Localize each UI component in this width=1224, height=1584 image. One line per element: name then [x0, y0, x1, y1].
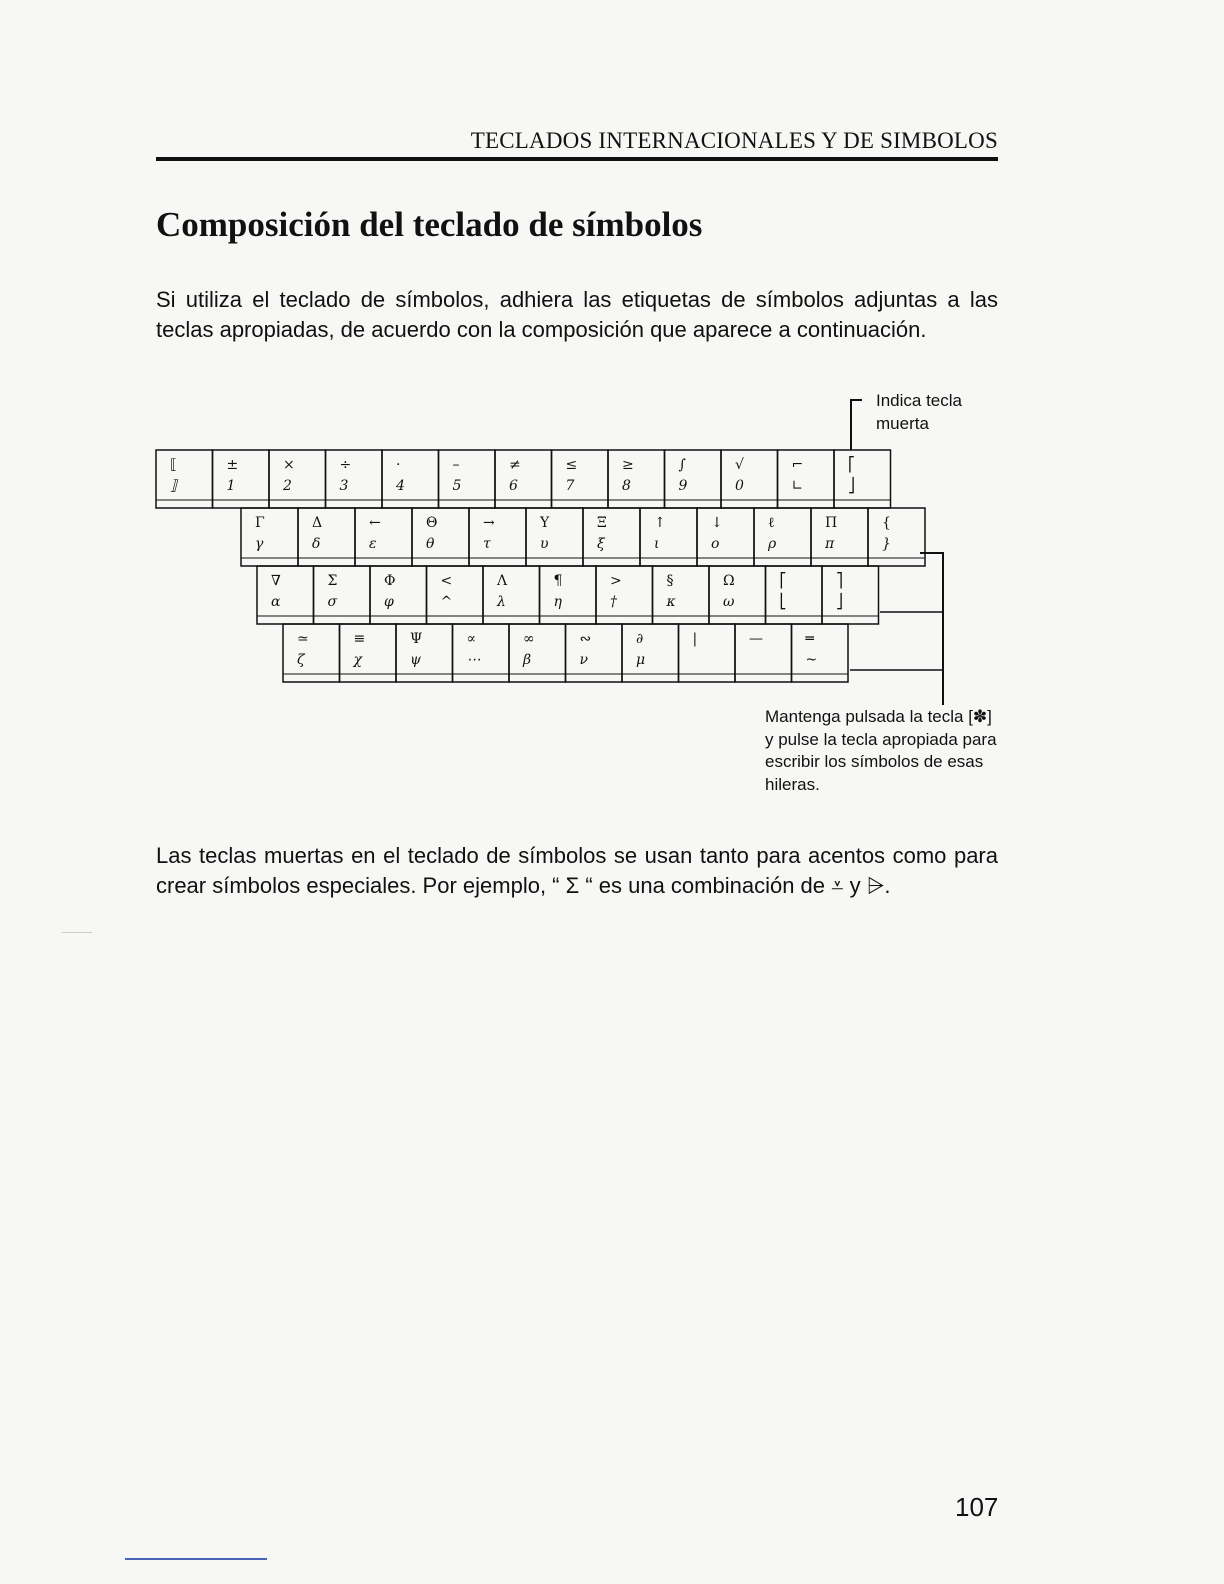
key-upper-symbol: ≡	[353, 631, 366, 647]
keyboard-key	[257, 566, 314, 624]
key-lower-symbol: ^	[440, 594, 453, 610]
key-upper-symbol: Γ	[255, 515, 265, 531]
key-upper-symbol: Δ	[312, 515, 323, 531]
key-upper-symbol: Π	[825, 515, 838, 531]
bottom-rule	[125, 1558, 267, 1560]
key-lower-symbol: μ	[636, 652, 646, 668]
key-lower-symbol: 2	[283, 478, 292, 494]
key-lower-symbol: 0	[735, 478, 744, 494]
key-lower-symbol: 6	[509, 478, 518, 494]
key-upper-symbol: Ψ	[410, 631, 423, 647]
key-upper-symbol: >	[610, 573, 622, 589]
keyboard-key	[754, 508, 811, 566]
keyboard-key	[326, 450, 383, 508]
keyboard-key	[298, 508, 355, 566]
key-lower-symbol: 4	[396, 478, 405, 494]
keyboard-key	[721, 450, 778, 508]
key-lower-symbol: ⎦	[848, 478, 855, 494]
key-upper-symbol: ¶	[553, 573, 563, 589]
key-lower-symbol: ψ	[410, 652, 421, 668]
key-upper-symbol: –	[452, 457, 460, 473]
key-upper-symbol: ⌐	[791, 457, 804, 473]
key-upper-symbol: Φ	[384, 573, 396, 589]
keyboard-key	[526, 508, 583, 566]
key-lower-symbol: ξ	[597, 536, 605, 552]
key-lower-symbol: 5	[452, 478, 462, 494]
key-upper-symbol: ≃	[297, 631, 309, 647]
key-upper-symbol: ⎡	[779, 573, 787, 589]
key-lower-symbol: 9	[678, 478, 688, 494]
key-upper-symbol: ∇	[271, 573, 281, 589]
key-lower-symbol: ζ	[297, 652, 305, 668]
key-upper-symbol: ∂	[636, 631, 644, 647]
key-upper-symbol: ±	[226, 457, 239, 473]
key-lower-symbol: 3	[339, 478, 349, 494]
key-upper-symbol: |	[692, 631, 698, 647]
keyboard-key	[679, 624, 736, 682]
section-title: Composición del teclado de símbolos	[156, 205, 703, 244]
key-lower-symbol: ~	[805, 652, 818, 668]
keyboard-key	[792, 624, 849, 682]
key-upper-symbol: ≥	[622, 457, 634, 473]
keyboard-key	[622, 624, 679, 682]
key-upper-symbol: ∫	[678, 457, 686, 473]
key-lower-symbol: κ	[666, 594, 676, 610]
hold-key-callout: Mantenga pulsada la tecla [✽] y pulse la tecla apropiada para escribir los símbolos de esas hileras.	[765, 707, 997, 794]
key-lower-symbol: ⋯	[466, 652, 481, 668]
key-lower-symbol: ⟧	[170, 478, 177, 494]
keyboard-key	[665, 450, 722, 508]
keyboard-key	[283, 624, 340, 682]
key-upper-symbol: ←	[369, 515, 381, 531]
key-upper-symbol: §	[666, 573, 674, 589]
key-upper-symbol: Ξ	[597, 515, 607, 531]
key-lower-symbol: ν	[579, 652, 589, 668]
keyboard-key	[596, 566, 653, 624]
keyboard-key	[370, 566, 427, 624]
key-lower-symbol: ρ	[768, 536, 777, 552]
key-upper-symbol: Ω	[723, 573, 735, 589]
key-upper-symbol: ∾	[579, 631, 592, 647]
keyboard-key	[396, 624, 453, 682]
key-upper-symbol: ≠	[509, 457, 521, 473]
keyboard-key	[412, 508, 469, 566]
key-lower-symbol: 1	[226, 478, 236, 494]
key-lower-symbol: ∟	[791, 478, 804, 494]
keyboard-key	[355, 508, 412, 566]
keyboard-key	[709, 566, 766, 624]
keyboard-key	[735, 624, 792, 682]
key-lower-symbol: σ	[327, 594, 338, 610]
key-upper-symbol: ≤	[565, 457, 578, 473]
keyboard-key	[868, 508, 925, 566]
keyboard-key	[566, 624, 623, 682]
key-lower-symbol: λ	[497, 594, 506, 610]
key-lower-symbol: ο	[711, 536, 720, 552]
key-upper-symbol: ∝	[466, 631, 476, 647]
example-paragraph: Las teclas muertas en el teclado de símbolos se usan tanto para acentos como para crear símbolos especiales. Por ejemplo, “ Σ “ es una combinación de ⩡ y ⩥.	[156, 843, 998, 898]
key-lower-symbol: ε	[369, 536, 377, 552]
key-lower-symbol: φ	[384, 594, 394, 610]
keyboard-key	[509, 624, 566, 682]
key-lower-symbol: β	[523, 652, 532, 668]
keyboard-key	[213, 450, 270, 508]
key-upper-symbol: ÷	[339, 457, 352, 473]
key-lower-symbol: 8	[622, 478, 631, 494]
key-upper-symbol: √	[735, 457, 744, 473]
keyboard-key	[156, 450, 213, 508]
key-upper-symbol: ℓ	[768, 515, 775, 531]
key-upper-symbol: →	[483, 515, 495, 531]
key-upper-symbol: <	[440, 573, 453, 589]
keyboard-key	[552, 450, 609, 508]
dead-key-callout: Indica tecla muerta	[876, 391, 962, 433]
keyboard-key	[483, 566, 540, 624]
key-lower-symbol: ⎦	[836, 594, 843, 610]
running-head: TECLADOS INTERNACIONALES Y DE SIMBOLOS	[470, 128, 998, 153]
keyboard-key	[822, 566, 879, 624]
key-lower-symbol: δ	[312, 536, 321, 552]
key-lower-symbol: π	[825, 536, 835, 552]
key-lower-symbol: ω	[723, 594, 735, 610]
key-lower-symbol: ι	[654, 536, 660, 552]
keyboard-key	[811, 508, 868, 566]
keyboard-key	[453, 624, 510, 682]
keyboard-key	[766, 566, 823, 624]
key-upper-symbol: ∞	[523, 631, 535, 647]
key-lower-symbol: α	[271, 594, 281, 610]
key-upper-symbol: ═	[805, 631, 814, 647]
keyboard-key	[469, 508, 526, 566]
keyboard-key	[583, 508, 640, 566]
page-number: 107	[955, 1492, 999, 1522]
keyboard-key	[540, 566, 597, 624]
key-upper-symbol: Σ	[327, 573, 338, 589]
keyboard-key	[427, 566, 484, 624]
key-lower-symbol: 7	[565, 478, 575, 494]
keyboard-key	[653, 566, 710, 624]
key-upper-symbol: ⎡	[848, 457, 855, 473]
keyboard-key	[640, 508, 697, 566]
key-lower-symbol: }	[882, 536, 891, 552]
intro-paragraph: Si utiliza el teclado de símbolos, adhiera las etiquetas de símbolos adjuntas a las teclas apropiadas, de acuerdo con la composición que aparece a continuación.	[156, 287, 998, 342]
key-upper-symbol: Υ	[540, 515, 550, 531]
keyboard-key	[697, 508, 754, 566]
keyboard-key	[382, 450, 439, 508]
keyboard-key	[834, 450, 891, 508]
key-upper-symbol: Λ	[497, 573, 508, 589]
keyboard-key	[269, 450, 326, 508]
key-lower-symbol: θ	[426, 536, 435, 552]
keyboard-key	[241, 508, 298, 566]
key-lower-symbol: χ	[353, 652, 362, 668]
keyboard-key	[340, 624, 397, 682]
key-lower-symbol: υ	[540, 536, 549, 552]
keyboard-key	[778, 450, 835, 508]
keyboard-key	[439, 450, 496, 508]
key-upper-symbol: —	[749, 631, 763, 647]
key-lower-symbol: τ	[483, 536, 491, 552]
key-upper-symbol: ⎤	[836, 573, 843, 589]
key-lower-symbol: ⎣	[779, 594, 787, 610]
key-upper-symbol: ⟦	[170, 457, 177, 473]
row-group-bracket	[920, 553, 943, 705]
key-upper-symbol: Θ	[426, 515, 438, 531]
key-upper-symbol: ×	[283, 457, 295, 473]
key-upper-symbol: ·	[396, 457, 401, 473]
keyboard-key	[314, 566, 371, 624]
keyboard-key	[608, 450, 665, 508]
keyboard-key	[495, 450, 552, 508]
key-upper-symbol: ↑	[654, 515, 666, 531]
dead-key-pointer	[851, 400, 862, 450]
margin-mark	[62, 932, 92, 933]
key-upper-symbol: {	[882, 515, 891, 531]
key-upper-symbol: ↓	[711, 515, 723, 531]
key-lower-symbol: γ	[255, 536, 264, 552]
key-lower-symbol: †	[610, 594, 617, 610]
key-lower-symbol: η	[553, 594, 562, 610]
